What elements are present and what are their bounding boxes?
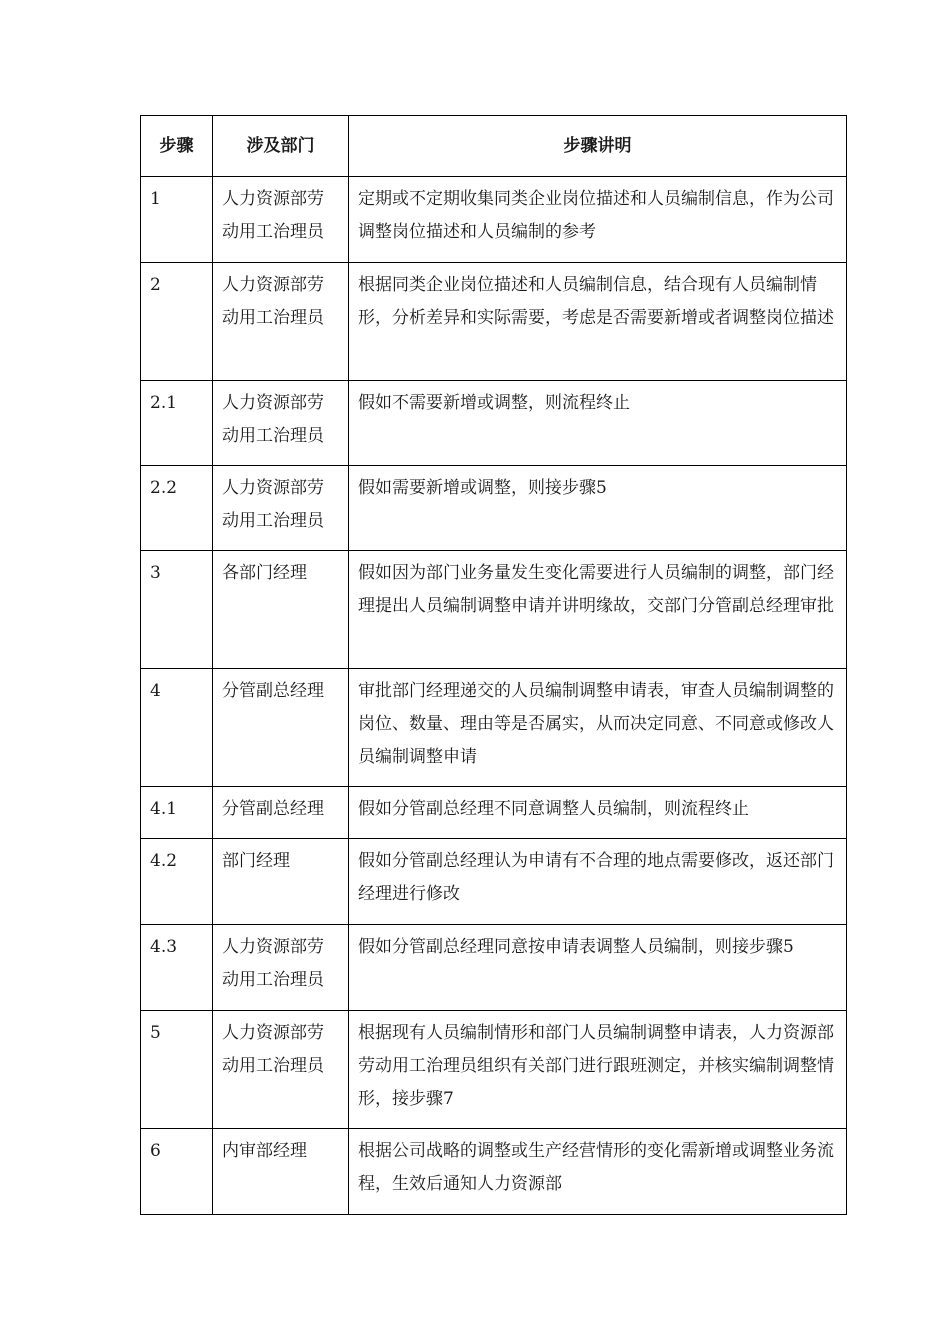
header-step: 步骤 bbox=[141, 116, 213, 177]
step-description: 根据同类企业岗位描述和人员编制信息，结合现有人员编制情形，分析差异和实际需要，考虑是否需要新增或者调整岗位描述 bbox=[349, 263, 847, 381]
step-description: 假如分管副总经理认为申请有不合理的地点需要修改，返还部门经理进行修改 bbox=[349, 839, 847, 925]
step-description: 假如分管副总经理不同意调整人员编制，则流程终止 bbox=[349, 787, 847, 839]
step-department: 人力资源部劳动用工治理员 bbox=[213, 925, 349, 1011]
table-row bbox=[141, 466, 847, 551]
step-department: 人力资源部劳动用工治理员 bbox=[213, 177, 349, 263]
header-description: 步骤讲明 bbox=[349, 116, 847, 177]
step-number: 2.2 bbox=[141, 466, 213, 551]
step-description: 假如因为部门业务量发生变化需要进行人员编制的调整，部门经理提出人员编制调整申请并讲明缘故，交部门分管副总经理审批 bbox=[349, 551, 847, 669]
step-number: 3 bbox=[141, 551, 213, 669]
step-number: 2.1 bbox=[141, 381, 213, 466]
table-row bbox=[141, 839, 847, 925]
step-department: 人力资源部劳动用工治理员 bbox=[213, 466, 349, 551]
table-row bbox=[141, 551, 847, 669]
step-department: 分管副总经理 bbox=[213, 787, 349, 839]
table-header-row bbox=[141, 116, 847, 177]
step-description: 审批部门经理递交的人员编制调整申请表，审查人员编制调整的岗位、数量、理由等是否属实，从而决定同意、不同意或修改人员编制调整申请 bbox=[349, 669, 847, 787]
step-number: 1 bbox=[141, 177, 213, 263]
table-row bbox=[141, 263, 847, 381]
table-row bbox=[141, 787, 847, 839]
header-department: 涉及部门 bbox=[213, 116, 349, 177]
procedure-steps-table bbox=[140, 115, 847, 1215]
step-number: 4.1 bbox=[141, 787, 213, 839]
step-number: 4.2 bbox=[141, 839, 213, 925]
table-row bbox=[141, 669, 847, 787]
step-description: 根据公司战略的调整或生产经营情形的变化需新增或调整业务流程，生效后通知人力资源部 bbox=[349, 1129, 847, 1215]
table-row bbox=[141, 1011, 847, 1129]
step-department: 内审部经理 bbox=[213, 1129, 349, 1215]
step-description: 定期或不定期收集同类企业岗位描述和人员编制信息，作为公司调整岗位描述和人员编制的参考 bbox=[349, 177, 847, 263]
step-department: 各部门经理 bbox=[213, 551, 349, 669]
step-description: 假如需要新增或调整，则接步骤5 bbox=[349, 466, 847, 551]
step-description: 根据现有人员编制情形和部门人员编制调整申请表，人力资源部劳动用工治理员组织有关部门进行跟班测定，并核实编制调整情形，接步骤7 bbox=[349, 1011, 847, 1129]
table-row bbox=[141, 381, 847, 466]
step-number: 6 bbox=[141, 1129, 213, 1215]
step-number: 2 bbox=[141, 263, 213, 381]
step-department: 部门经理 bbox=[213, 839, 349, 925]
step-description: 假如分管副总经理同意按申请表调整人员编制，则接步骤5 bbox=[349, 925, 847, 1011]
table-row bbox=[141, 925, 847, 1011]
step-description: 假如不需要新增或调整，则流程终止 bbox=[349, 381, 847, 466]
step-number: 4 bbox=[141, 669, 213, 787]
step-number: 4.3 bbox=[141, 925, 213, 1011]
step-department: 人力资源部劳动用工治理员 bbox=[213, 263, 349, 381]
step-department: 人力资源部劳动用工治理员 bbox=[213, 1011, 349, 1129]
step-number: 5 bbox=[141, 1011, 213, 1129]
table-row bbox=[141, 177, 847, 263]
step-department: 人力资源部劳动用工治理员 bbox=[213, 381, 349, 466]
table-row bbox=[141, 1129, 847, 1215]
step-department: 分管副总经理 bbox=[213, 669, 349, 787]
